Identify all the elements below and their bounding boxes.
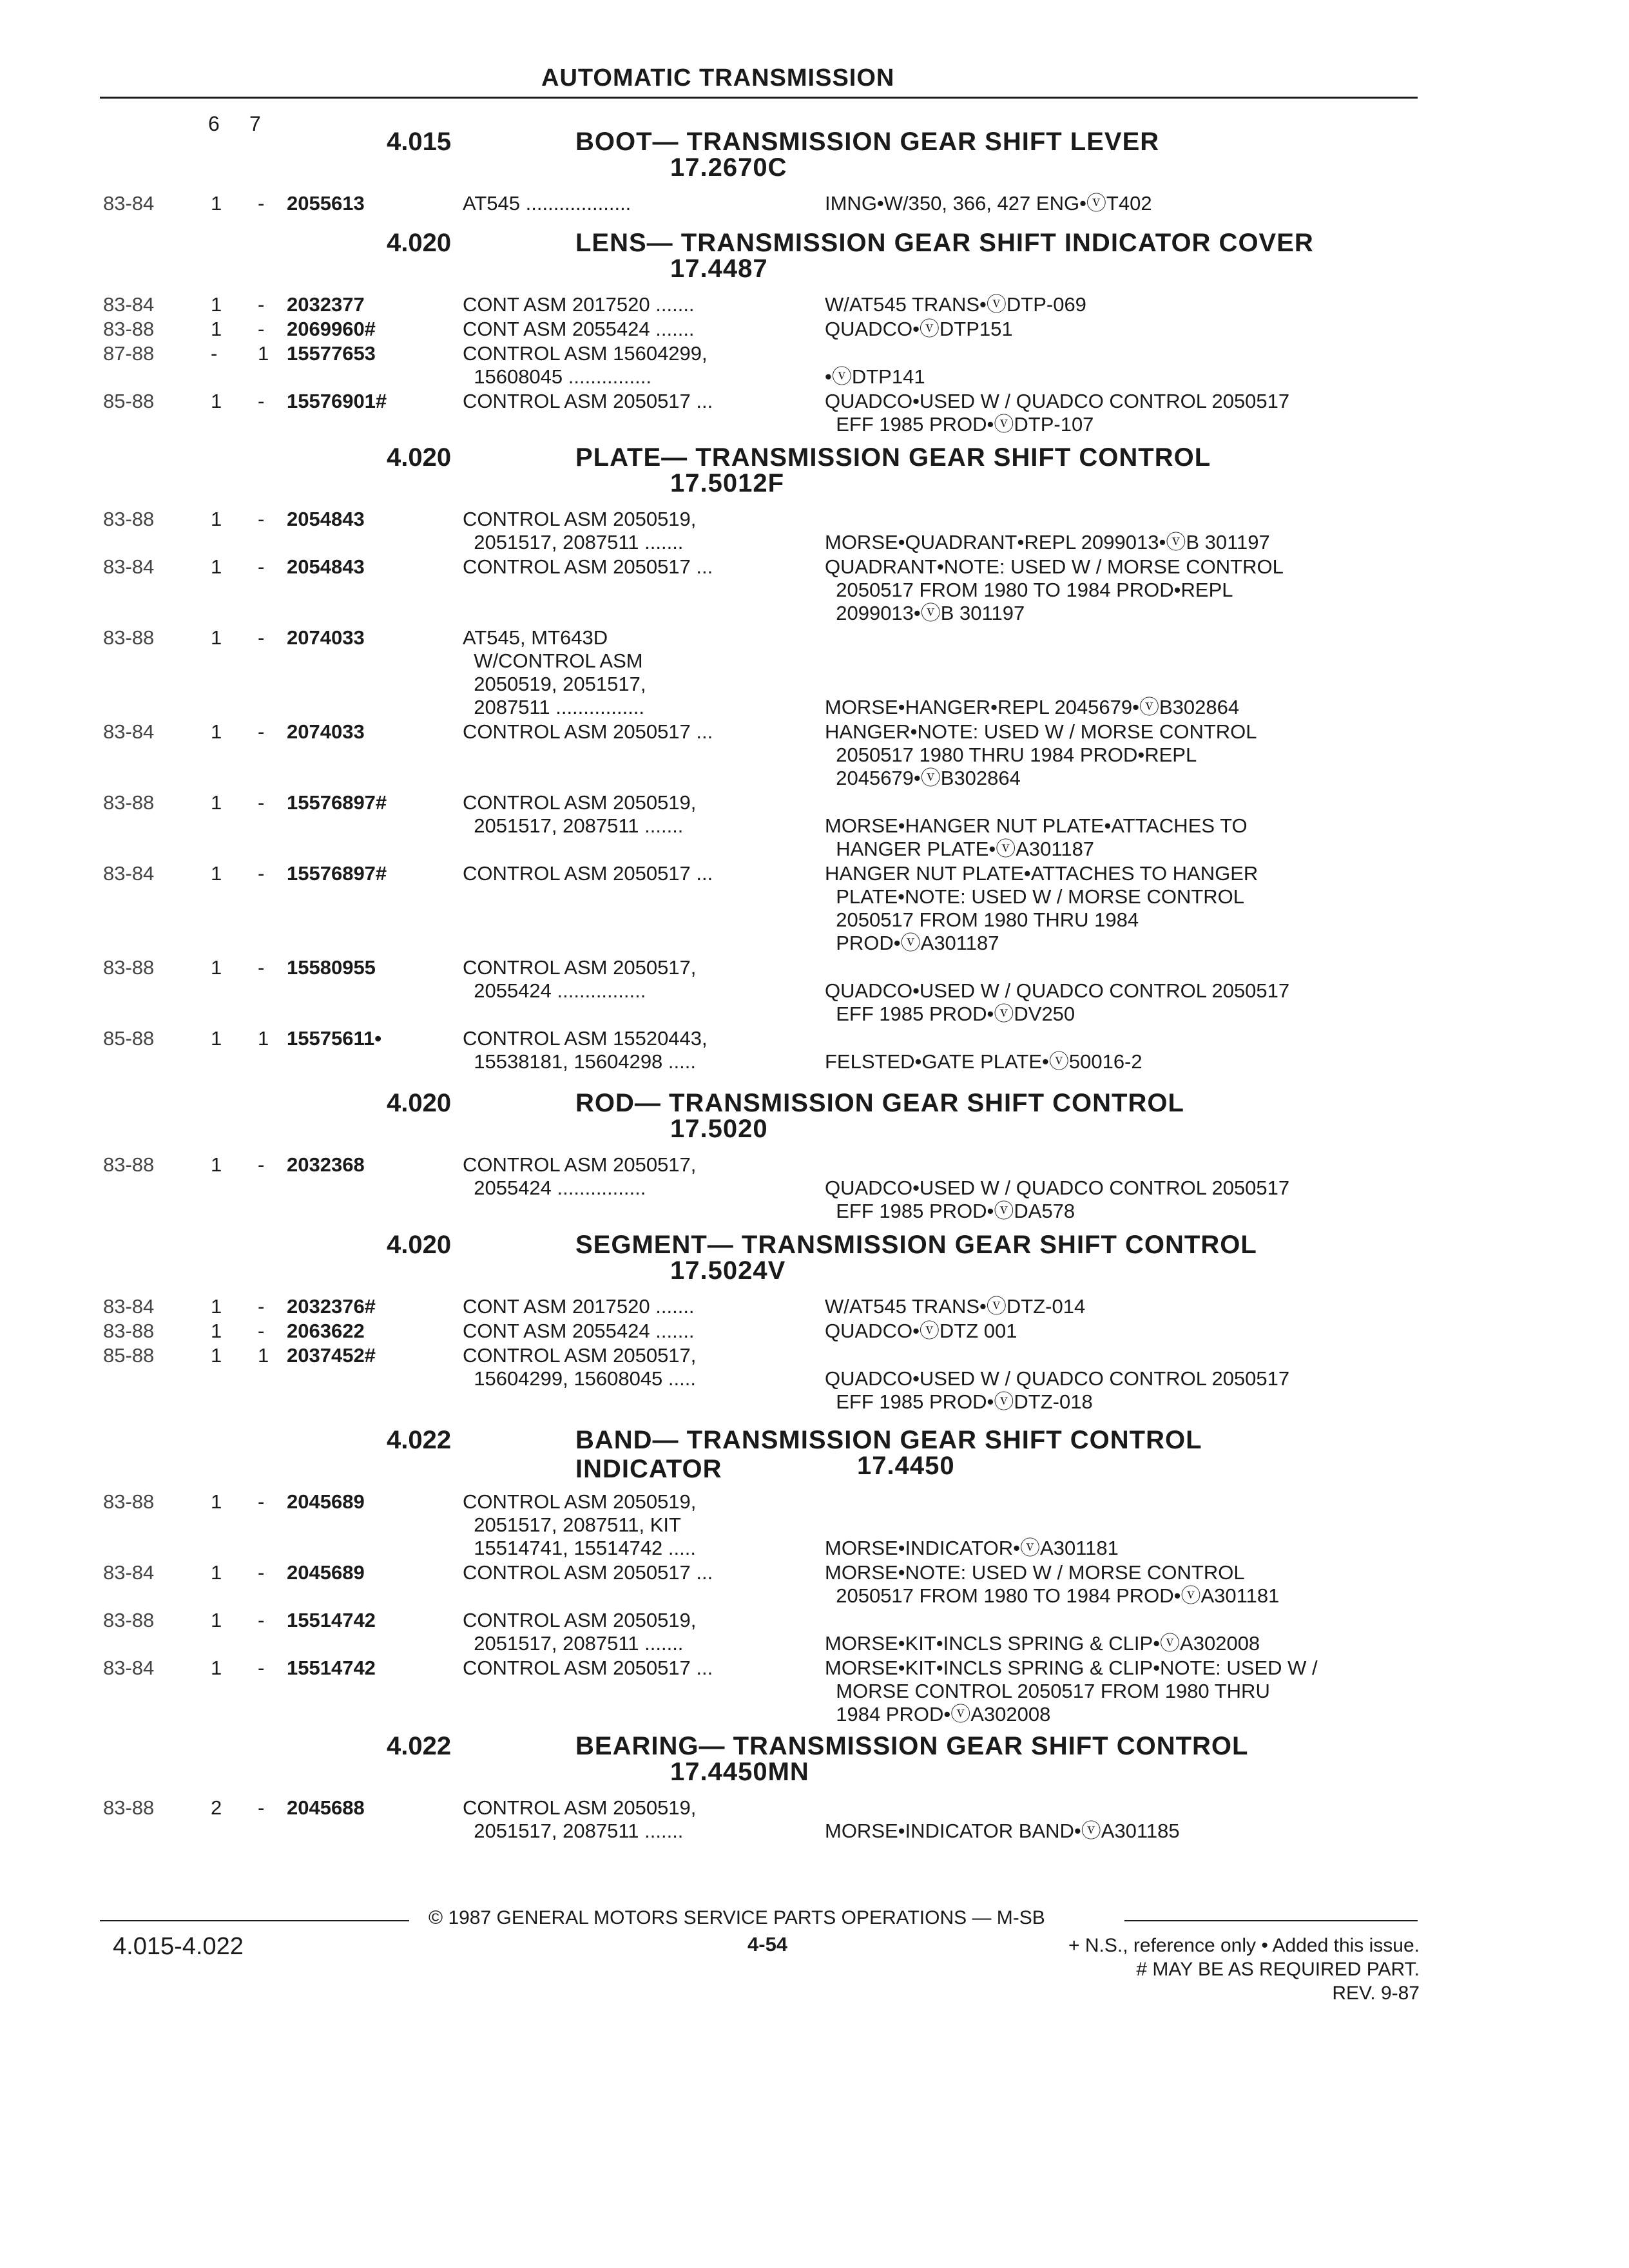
parts-row <box>0 192 1629 216</box>
footer-rule-right <box>1124 1920 1418 1921</box>
quantity-6: 1 <box>211 390 222 412</box>
model-years: 83-88 <box>103 318 155 340</box>
part-number: 15576897# <box>287 791 387 814</box>
quantity-6: 1 <box>211 555 222 578</box>
parts-row <box>0 342 1629 390</box>
quantity-6: 1 <box>211 293 222 316</box>
notes-line: QUADCO•USED W / QUADCO CONTROL 2050517 <box>825 390 1290 412</box>
notes-line: MORSE•INDICATOR BAND•ⓥA301185 <box>825 1820 1180 1842</box>
section-title: BAND— TRANSMISSION GEAR SHIFT CONTROL INDICATOR <box>575 1426 1202 1483</box>
part-number: 2045689 <box>287 1490 365 1513</box>
notes-line: PROD•ⓥA301187 <box>825 932 999 954</box>
parts-row <box>0 1027 1629 1075</box>
notes-line: QUADCO•USED W / QUADCO CONTROL 2050517 <box>825 979 1290 1002</box>
part-number: 15576897# <box>287 862 387 885</box>
quantity-6: 1 <box>211 791 222 814</box>
quantity-7: 1 <box>258 1344 269 1367</box>
quantity-6: 1 <box>211 192 222 215</box>
parts-row <box>0 390 1629 437</box>
quantity-7: - <box>258 1153 265 1176</box>
description-line: 15514741, 15514742 ..... <box>463 1537 696 1559</box>
section-number: 4.020 <box>387 1231 452 1259</box>
part-number: 2045688 <box>287 1796 365 1819</box>
section-code: 17.4487 <box>670 255 768 283</box>
model-years: 83-84 <box>103 720 155 743</box>
quantity-6: 1 <box>211 1027 222 1050</box>
notes-line: 2050517 FROM 1980 TO 1984 PROD•REPL <box>825 579 1233 601</box>
quantity-6: 1 <box>211 318 222 340</box>
notes-line: MORSE•NOTE: USED W / MORSE CONTROL <box>825 1561 1245 1584</box>
notes-line: HANGER PLATE•ⓥA301187 <box>825 838 1095 860</box>
quantity-7: - <box>258 293 265 316</box>
model-years: 85-88 <box>103 1027 155 1050</box>
part-number: 2063622 <box>287 1320 365 1342</box>
quantity-7: - <box>258 1609 265 1631</box>
description-line: CONTROL ASM 2050519, <box>463 1609 697 1631</box>
notes-line: QUADCO•ⓥDTZ 001 <box>825 1320 1017 1342</box>
description-line: CONT ASM 2055424 ....... <box>463 1320 695 1342</box>
model-years: 83-88 <box>103 626 155 649</box>
quantity-6: 1 <box>211 626 222 649</box>
description-line: 2051517, 2087511 ....... <box>463 531 684 553</box>
quantity-7: - <box>258 956 265 979</box>
section-number: 4.020 <box>387 1089 452 1117</box>
section-code: 17.5020 <box>670 1115 768 1143</box>
quantity-7: 1 <box>258 342 269 365</box>
section-heading <box>0 443 1629 508</box>
description-line: CONTROL ASM 2050517 ... <box>463 862 713 885</box>
section <box>0 128 1629 216</box>
section <box>0 229 1629 437</box>
description-line: CONT ASM 2017520 ....... <box>463 293 695 316</box>
description-line: 15604299, 15608045 ..... <box>463 1367 696 1390</box>
footer-rule-left <box>100 1920 409 1921</box>
description-line: CONTROL ASM 2050517, <box>463 1344 697 1367</box>
section <box>0 1089 1629 1224</box>
description-line: CONTROL ASM 2050517, <box>463 956 697 979</box>
model-years: 87-88 <box>103 342 155 365</box>
section-number: 4.022 <box>387 1426 452 1454</box>
part-number: 15514742 <box>287 1657 376 1679</box>
parts-row <box>0 1344 1629 1415</box>
description-line: 2087511 ................ <box>463 696 645 718</box>
parts-row <box>0 508 1629 555</box>
notes-line: •ⓥDTP141 <box>825 365 925 388</box>
page-title: AUTOMATIC TRANSMISSION <box>541 64 895 91</box>
notes-line: QUADCO•ⓥDTP151 <box>825 318 1013 340</box>
parts-row <box>0 293 1629 318</box>
part-number: 15576901# <box>287 390 387 412</box>
parts-row <box>0 318 1629 342</box>
quantity-6: 1 <box>211 1609 222 1631</box>
footer-legend-required: # MAY BE AS REQUIRED PART. <box>1136 1959 1420 1980</box>
notes-line: QUADCO•USED W / QUADCO CONTROL 2050517 <box>825 1367 1290 1390</box>
description-line: 2051517, 2087511 ....... <box>463 1632 684 1655</box>
part-number: 2074033 <box>287 720 365 743</box>
description-line: 2055424 ................ <box>463 979 646 1002</box>
description-line: CONTROL ASM 2050519, <box>463 1796 697 1819</box>
quantity-6: 1 <box>211 1561 222 1584</box>
description-line: CONT ASM 2055424 ....... <box>463 318 695 340</box>
description-line: CONTROL ASM 2050517, <box>463 1153 697 1176</box>
section-code: 17.4450MN <box>670 1758 809 1786</box>
notes-line: MORSE•HANGER•REPL 2045679•ⓥB302864 <box>825 696 1240 718</box>
section-heading <box>0 128 1629 192</box>
notes-line: EFF 1985 PROD•ⓥDA578 <box>825 1200 1075 1222</box>
section-title: LENS— TRANSMISSION GEAR SHIFT INDICATOR COVER <box>575 229 1314 257</box>
section-heading <box>0 1426 1629 1490</box>
part-number: 2032377 <box>287 293 365 316</box>
model-years: 83-88 <box>103 1153 155 1176</box>
section-code: 17.2670C <box>670 153 787 182</box>
parts-row <box>0 1609 1629 1657</box>
quantity-6: 1 <box>211 1320 222 1342</box>
section-title: BEARING— TRANSMISSION GEAR SHIFT CONTROL <box>575 1732 1249 1760</box>
description-line: CONTROL ASM 2050517 ... <box>463 555 713 578</box>
model-years: 83-88 <box>103 1609 155 1631</box>
part-number: 2032368 <box>287 1153 365 1176</box>
quantity-7: - <box>258 1295 265 1318</box>
quantity-6: 1 <box>211 1490 222 1513</box>
parts-row <box>0 1295 1629 1320</box>
part-number: 15577653 <box>287 342 376 365</box>
quantity-7: - <box>258 318 265 340</box>
parts-row <box>0 555 1629 626</box>
notes-line: MORSE•KIT•INCLS SPRING & CLIP•NOTE: USED W / <box>825 1657 1318 1679</box>
description-line: 2050519, 2051517, <box>463 673 646 695</box>
quantity-6: 1 <box>211 1657 222 1679</box>
section <box>0 1426 1629 1727</box>
section-code: 17.5012F <box>670 469 785 497</box>
part-number: 2054843 <box>287 508 365 530</box>
notes-line: 2045679•ⓥB302864 <box>825 767 1021 789</box>
description-line: 2055424 ................ <box>463 1177 646 1199</box>
section-heading <box>0 229 1629 293</box>
parts-row <box>0 956 1629 1027</box>
description-line: 15538181, 15604298 ..... <box>463 1050 696 1073</box>
notes-line: EFF 1985 PROD•ⓥDV250 <box>825 1003 1075 1025</box>
notes-line: IMNG•W/350, 366, 427 ENG•ⓥT402 <box>825 192 1152 215</box>
notes-line: 1984 PROD•ⓥA302008 <box>825 1703 1051 1725</box>
footer-section-range: 4.015-4.022 <box>113 1933 244 1960</box>
description-line: CONTROL ASM 2050519, <box>463 508 697 530</box>
notes-line: 2050517 FROM 1980 TO 1984 PROD•ⓥA301181 <box>825 1584 1280 1607</box>
quantity-7: - <box>258 390 265 412</box>
quantity-7: - <box>258 555 265 578</box>
parts-row <box>0 1320 1629 1344</box>
part-number: 15580955 <box>287 956 376 979</box>
notes-line: QUADCO•USED W / QUADCO CONTROL 2050517 <box>825 1177 1290 1199</box>
notes-line: MORSE•INDICATOR•ⓥA301181 <box>825 1537 1119 1559</box>
model-years: 83-88 <box>103 1490 155 1513</box>
model-years: 85-88 <box>103 390 155 412</box>
footer-copyright: © 1987 GENERAL MOTORS SERVICE PARTS OPERATIONS — M-SB <box>429 1907 1045 1928</box>
section-heading <box>0 1732 1629 1796</box>
model-years: 83-84 <box>103 293 155 316</box>
section <box>0 443 1629 1075</box>
description-line: AT545 ................... <box>463 192 631 215</box>
model-years: 83-84 <box>103 1561 155 1584</box>
notes-line: EFF 1985 PROD•ⓥDTZ-018 <box>825 1390 1093 1413</box>
parts-row <box>0 1490 1629 1561</box>
notes-line: HANGER•NOTE: USED W / MORSE CONTROL <box>825 720 1257 743</box>
parts-row <box>0 1153 1629 1224</box>
model-years: 83-88 <box>103 791 155 814</box>
quantity-7: - <box>258 1561 265 1584</box>
title-rule <box>100 97 1418 99</box>
parts-row <box>0 791 1629 862</box>
description-line: CONTROL ASM 2050519, <box>463 1490 697 1513</box>
notes-line: 2050517 FROM 1980 THRU 1984 <box>825 908 1139 931</box>
notes-line: MORSE•HANGER NUT PLATE•ATTACHES TO <box>825 814 1248 837</box>
section-number: 4.020 <box>387 229 452 257</box>
description-line: CONTROL ASM 15604299, <box>463 342 708 365</box>
model-years: 83-84 <box>103 1295 155 1318</box>
section-title: BOOT— TRANSMISSION GEAR SHIFT LEVER <box>575 128 1160 156</box>
description-line: CONTROL ASM 15520443, <box>463 1027 708 1050</box>
notes-line: 2050517 1980 THRU 1984 PROD•REPL <box>825 744 1197 766</box>
section-code: 17.4450 <box>857 1452 955 1480</box>
model-years: 85-88 <box>103 1344 155 1367</box>
parts-row <box>0 1796 1629 1844</box>
quantity-7: - <box>258 1490 265 1513</box>
section-title: PLATE— TRANSMISSION GEAR SHIFT CONTROL <box>575 443 1211 472</box>
parts-row <box>0 1657 1629 1727</box>
description-line: 2051517, 2087511 ....... <box>463 1820 684 1842</box>
model-years: 83-84 <box>103 1657 155 1679</box>
footer-page-number: 4-54 <box>747 1933 788 1956</box>
model-years: 83-88 <box>103 508 155 530</box>
quantity-7: - <box>258 1320 265 1342</box>
part-number: 2037452# <box>287 1344 376 1367</box>
description-line: CONTROL ASM 2050517 ... <box>463 1657 713 1679</box>
notes-line: EFF 1985 PROD•ⓥDTP-107 <box>825 413 1094 436</box>
section <box>0 1231 1629 1415</box>
parts-row <box>0 862 1629 956</box>
notes-line: QUADRANT•NOTE: USED W / MORSE CONTROL <box>825 555 1284 578</box>
quantity-6: - <box>211 342 218 365</box>
part-number: 2054843 <box>287 555 365 578</box>
description-line: CONTROL ASM 2050517 ... <box>463 720 713 743</box>
section-number: 4.022 <box>387 1732 452 1760</box>
part-number: 2055613 <box>287 192 365 215</box>
quantity-7: 1 <box>258 1027 269 1050</box>
part-number: 15514742 <box>287 1609 376 1631</box>
notes-line: HANGER NUT PLATE•ATTACHES TO HANGER <box>825 862 1258 885</box>
model-years: 83-84 <box>103 192 155 215</box>
notes-line: MORSE•KIT•INCLS SPRING & CLIP•ⓥA302008 <box>825 1632 1260 1655</box>
quantity-7: - <box>258 1796 265 1819</box>
quantity-7: - <box>258 192 265 215</box>
model-years: 83-88 <box>103 956 155 979</box>
quantity-6: 1 <box>211 1153 222 1176</box>
quantity-6: 1 <box>211 956 222 979</box>
section-heading <box>0 1231 1629 1295</box>
quantity-6: 2 <box>211 1796 222 1819</box>
description-line: CONTROL ASM 2050517 ... <box>463 1561 713 1584</box>
notes-line: W/AT545 TRANS•ⓥDTP-069 <box>825 293 1086 316</box>
part-number: 2069960# <box>287 318 376 340</box>
part-number: 2074033 <box>287 626 365 649</box>
footer-legend-ns: + N.S., reference only • Added this issue. <box>1068 1935 1420 1956</box>
column-header-7: 7 <box>249 112 261 135</box>
description-line: CONTROL ASM 2050517 ... <box>463 390 713 412</box>
parts-row <box>0 720 1629 791</box>
model-years: 83-84 <box>103 862 155 885</box>
footer-revision: REV. 9-87 <box>1332 1983 1420 2004</box>
section-number: 4.020 <box>387 443 452 472</box>
notes-line: MORSE•QUADRANT•REPL 2099013•ⓥB 301197 <box>825 531 1270 553</box>
quantity-6: 1 <box>211 1344 222 1367</box>
description-line: 2051517, 2087511, KIT <box>463 1514 681 1536</box>
notes-line: 2099013•ⓥB 301197 <box>825 602 1025 624</box>
description-line: CONT ASM 2017520 ....... <box>463 1295 695 1318</box>
section-heading <box>0 1089 1629 1153</box>
description-line: AT545, MT643D <box>463 626 608 649</box>
model-years: 83-88 <box>103 1320 155 1342</box>
section-number: 4.015 <box>387 128 452 156</box>
part-number: 15575611• <box>287 1027 382 1050</box>
model-years: 83-84 <box>103 555 155 578</box>
notes-line: MORSE CONTROL 2050517 FROM 1980 THRU <box>825 1680 1270 1702</box>
quantity-6: 1 <box>211 720 222 743</box>
description-line: W/CONTROL ASM <box>463 649 643 672</box>
section-code: 17.5024V <box>670 1256 786 1285</box>
notes-line: W/AT545 TRANS•ⓥDTZ-014 <box>825 1295 1086 1318</box>
quantity-6: 1 <box>211 508 222 530</box>
section-title: SEGMENT— TRANSMISSION GEAR SHIFT CONTROL <box>575 1231 1257 1259</box>
quantity-7: - <box>258 626 265 649</box>
part-number: 2045689 <box>287 1561 365 1584</box>
quantity-6: 1 <box>211 862 222 885</box>
column-header-6: 6 <box>208 112 220 135</box>
section <box>0 1732 1629 1844</box>
notes-line: FELSTED•GATE PLATE•ⓥ50016-2 <box>825 1050 1142 1073</box>
quantity-6: 1 <box>211 1295 222 1318</box>
description-line: 15608045 ............... <box>463 365 651 388</box>
parts-row <box>0 1561 1629 1609</box>
part-number: 2032376# <box>287 1295 376 1318</box>
parts-row <box>0 626 1629 720</box>
description-line: 2051517, 2087511 ....... <box>463 814 684 837</box>
quantity-7: - <box>258 1657 265 1679</box>
section-title: ROD— TRANSMISSION GEAR SHIFT CONTROL <box>575 1089 1184 1117</box>
quantity-7: - <box>258 720 265 743</box>
model-years: 83-88 <box>103 1796 155 1819</box>
quantity-7: - <box>258 791 265 814</box>
quantity-7: - <box>258 862 265 885</box>
quantity-7: - <box>258 508 265 530</box>
description-line: CONTROL ASM 2050519, <box>463 791 697 814</box>
notes-line: PLATE•NOTE: USED W / MORSE CONTROL <box>825 885 1245 908</box>
